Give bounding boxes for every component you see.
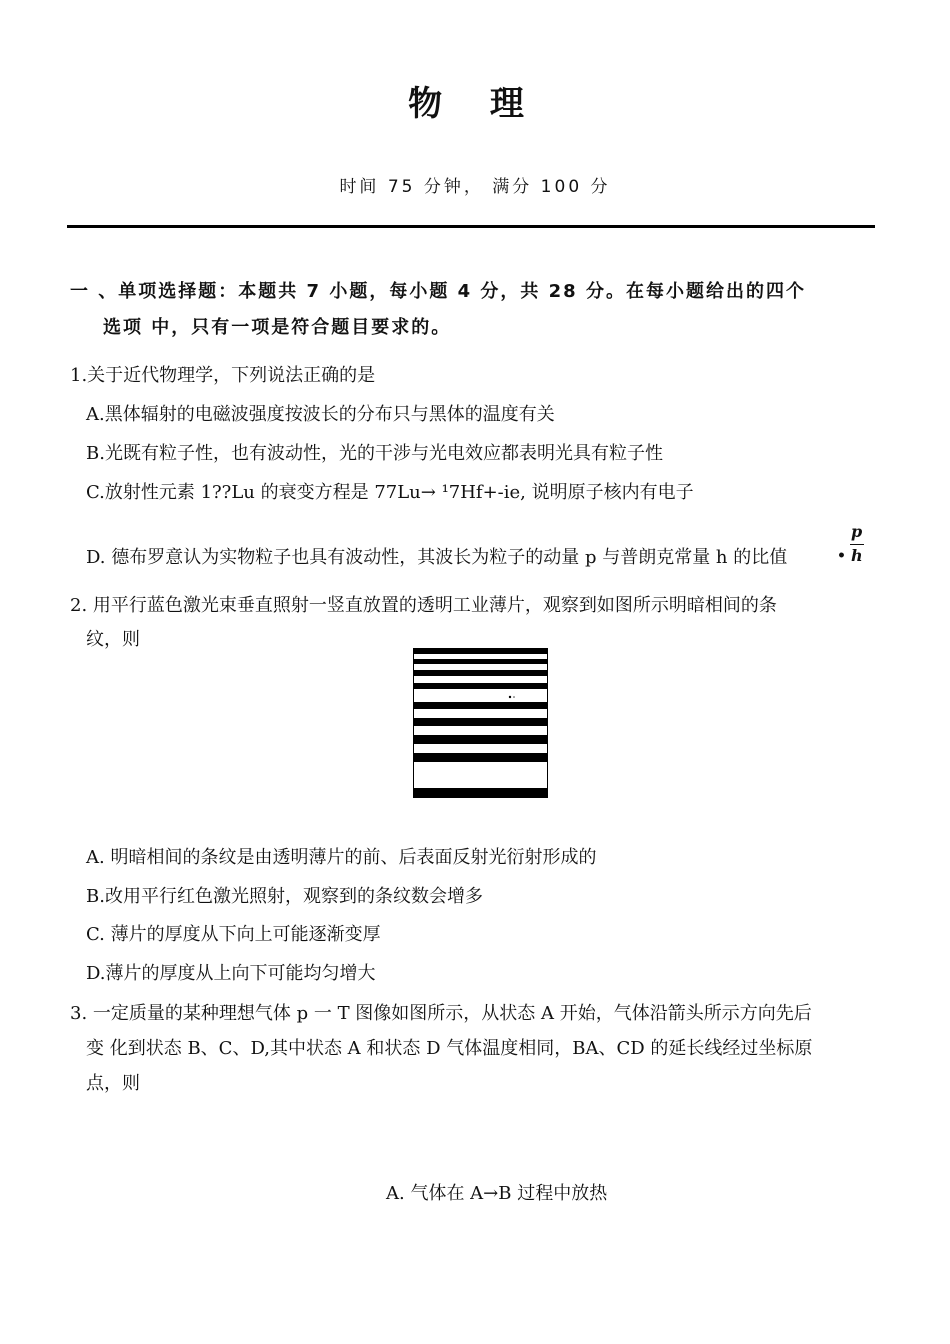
speck	[513, 696, 515, 698]
page-title: 物 理	[408, 84, 542, 124]
q1-fraction-bar	[850, 544, 864, 545]
dark-fringe	[413, 753, 548, 762]
dark-fringe	[413, 735, 548, 744]
q1-stem: 1.关于近代物理学，下列说法正确的是	[70, 365, 376, 386]
q3-stem-line2: 变 化到状态 B、C、D,其中状态 A 和状态 D 气体温度相同，BA、CD 的延长线经过坐标原	[86, 1038, 813, 1059]
q2-option-a: A. 明暗相间的条纹是由透明薄片的前、后表面反射光衍射形成的	[86, 847, 597, 868]
dark-fringe	[413, 683, 548, 689]
q1-fraction-denominator: h	[851, 546, 863, 565]
q1-fraction-numerator: p	[851, 522, 863, 541]
interference-fringe-figure	[413, 648, 548, 798]
q2-stem-line1: 2. 用平行蓝色激光束垂直照射一竖直放置的透明工业薄片，观察到如图所示明暗相间的条	[70, 595, 777, 616]
header-divider	[67, 225, 875, 228]
q1-fraction-dot: •	[837, 548, 846, 564]
section-heading-line2: 选项 中，只有一项是符合题目要求的。	[103, 317, 452, 338]
q1-fraction-p-over-h	[835, 522, 869, 568]
q1-option-c: C.放射性元素 1??Lu 的衰变方程是 77Lu→ ¹7Hf+-ie, 说明原子核内有电子	[86, 482, 694, 503]
section-heading	[70, 274, 880, 346]
dark-fringe	[413, 788, 548, 798]
dark-fringe	[413, 670, 548, 676]
q1-option-a: A.黑体辐射的电磁波强度按波长的分布只与黑体的温度有关	[86, 404, 555, 425]
q1-option-d: D. 德布罗意认为实物粒子也具有波动性，其波长为粒子的动量 p 与普朗克常量 h 的比值	[86, 547, 788, 568]
speck	[509, 696, 511, 698]
dark-fringe	[413, 649, 548, 654]
q1-option-b: B.光既有粒子性，也有波动性，光的干涉与光电效应都表明光具有粒子性	[86, 443, 663, 464]
dark-fringe	[413, 659, 548, 664]
q2-option-b: B.改用平行红色激光照射，观察到的条纹数会增多	[86, 886, 483, 907]
dark-fringe	[413, 702, 548, 709]
q3-option-a: A. 气体在 A→B 过程中放热	[386, 1183, 608, 1204]
q2-option-d: D.薄片的厚度从上向下可能均匀增大	[86, 963, 376, 984]
q3-stem-line3: 点，则	[86, 1073, 140, 1094]
section-heading-line1: 一 、单项选择题：本题共 7 小题，每小题 4 分，共 28 分。在每小题给出的四个	[70, 281, 806, 302]
q3-stem-line1: 3. 一定质量的某种理想气体 p 一 T 图像如图所示，从状态 A 开始，气体沿箭头所示方向先后	[70, 1003, 812, 1024]
exam-info: 时间 75 分钟， 满分 100 分	[339, 177, 611, 197]
q2-option-c: C. 薄片的厚度从下向上可能逐渐变厚	[86, 924, 381, 945]
dark-fringe	[413, 718, 548, 726]
q2-stem-line2: 纹，则	[86, 629, 140, 650]
